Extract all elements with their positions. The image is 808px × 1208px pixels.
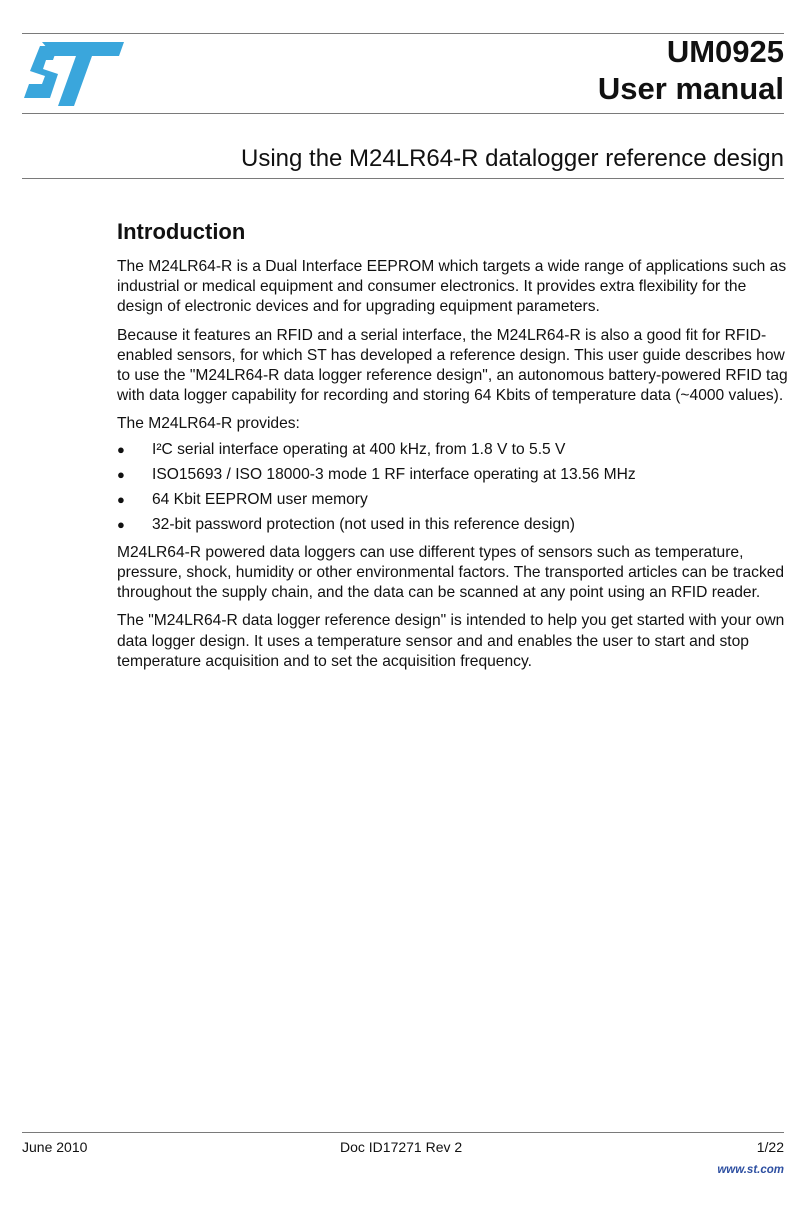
page-number: 1/22 [756, 1139, 784, 1155]
footer-rule [22, 1132, 784, 1133]
header-rule [22, 113, 784, 114]
bullet-icon: ● [117, 491, 125, 507]
document-code: UM0925 [666, 34, 784, 69]
section-heading: Introduction [117, 219, 246, 244]
subtitle-rule [22, 178, 784, 179]
footer-doc-id: Doc ID17271 Rev 2 [340, 1139, 463, 1155]
feature-list [117, 440, 789, 535]
document-subtitle: Using the M24LR64-R datalogger reference design [241, 145, 784, 172]
paragraph: Because it features an RFID and a serial interface, the M24LR64-R is also a good fit for RFID-enabled sensors, for which ST has developed a reference design. This user guide describes how to use the "M24LR64-R data logger reference design", an autonomous battery-powered RFID tag with data logger capability for recording and storing 64 Kbits of temperature data (~4000 values). [117, 326, 788, 405]
paragraph: The M24LR64-R is a Dual Interface EEPROM which targets a wide range of applications such as industrial or medical equipment and consumer electronics. It provides extra flexibility for the design of electronic devices and for upgrading equipment parameters. [117, 258, 787, 316]
paragraph: The M24LR64-R provides: [117, 415, 300, 433]
list-item-text: I²C serial interface operating at 400 kHz, from 1.8 V to 5.5 V [152, 440, 566, 458]
bullet-icon: ● [117, 441, 125, 457]
website-link[interactable]: www.st.com [717, 1164, 784, 1176]
list-item-text: ISO15693 / ISO 18000-3 mode 1 RF interface operating at 13.56 MHz [152, 465, 636, 483]
paragraph: The "M24LR64-R data logger reference design" is intended to help you get started with your own data logger design. It uses a temperature sensor and and enables the user to start and stop temperature acquisition and to set the acquisition frequency. [117, 612, 785, 670]
bullet-icon: ● [117, 466, 125, 482]
document-type: User manual [597, 71, 784, 106]
paragraph: M24LR64-R powered data loggers can use different types of sensors such as temperature, pressure, shock, humidity or other environmental factors. The transported articles can be tracked throughout the supply chain, and the data can be scanned at any point using an RFID reader. [117, 543, 785, 602]
bullet-icon: ● [117, 516, 125, 532]
list-item [117, 515, 789, 535]
list-item [117, 440, 789, 460]
list-item [117, 465, 789, 485]
main-content [117, 218, 789, 680]
st-logo-icon [24, 42, 124, 106]
list-item-text: 64 Kbit EEPROM user memory [152, 490, 368, 508]
list-item [117, 490, 789, 510]
footer-date: June 2010 [22, 1139, 88, 1155]
list-item-text: 32-bit password protection (not used in this reference design) [152, 515, 575, 533]
